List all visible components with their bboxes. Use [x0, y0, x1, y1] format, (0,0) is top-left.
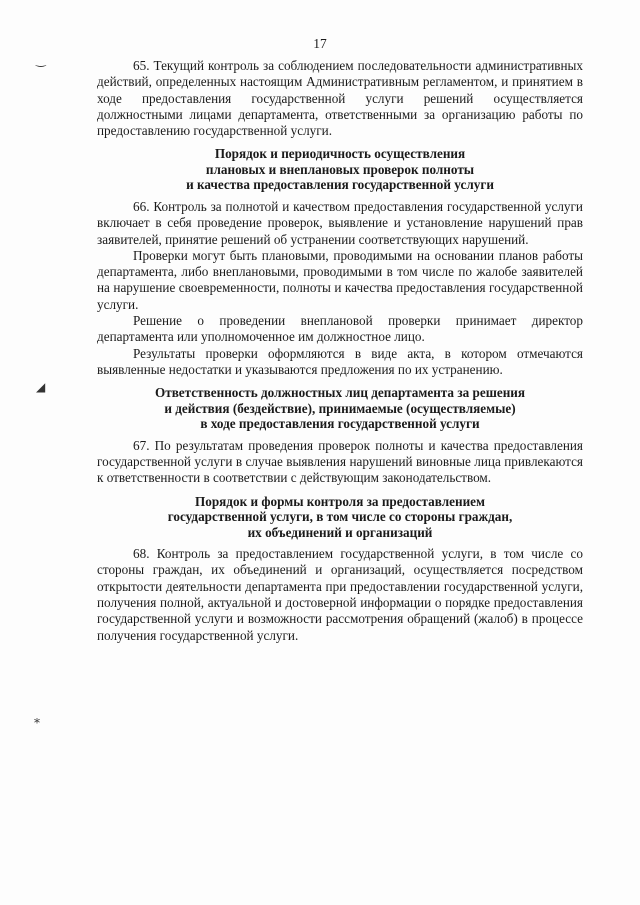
heading-line: и действия (бездействие), принимаемые (осуществляемые) — [164, 400, 516, 416]
heading-line: Ответственность должностных лиц департамента за решения — [154, 385, 526, 401]
heading-line: плановых и внеплановых проверок полноты — [205, 161, 475, 177]
scan-mark: ◢ — [36, 380, 46, 394]
heading-line: Порядок и периодичность осуществления — [214, 146, 466, 162]
heading-line: и качества предоставления государственной услуги — [186, 177, 494, 193]
paragraph-66: 66. Контроль за полнотой и качеством предоставления государственной услуги включает в себя проведение проверок, выявление и установление нарушений прав заявителей, принятие решений об устранении соответствующих нарушений. — [97, 198, 583, 247]
scan-mark: ⁎ — [34, 712, 40, 726]
heading-line: Порядок и формы контроля за предоставлением — [194, 493, 486, 509]
paragraph-66-inspections: Проверки могут быть плановыми, проводимыми на основании планов работы департамента, либо внеплановыми, проводимыми в том числе по жалобе заявителей на нарушение своевременности, полноты и качества предоставления государственной услуги. — [97, 247, 583, 312]
heading-line: государственной услуги, в том числе со стороны граждан, — [167, 509, 513, 525]
document-body — [97, 58, 583, 644]
paragraph-65: 65. Текущий контроль за соблюдением последовательности административных действий, определенных настоящим Административным регламентом, и принятием в ходе предоставления государственной услуги решений осуществляется должностными лицами департамента, ответственными за организацию работы по предоставлению государственной услуги. — [97, 58, 583, 139]
section-heading — [97, 385, 583, 432]
scan-mark: ‿ — [36, 53, 46, 67]
page-number: 17 — [313, 36, 327, 51]
heading-line: в ходе предоставления государственной услуги — [200, 416, 480, 432]
section-heading — [97, 494, 583, 541]
paragraph-68: 68. Контроль за предоставлением государственной услуги, в том числе со стороны граждан, их объединений и организаций, осуществляется посредством открытости деятельности департамента при предоставлении государственной услуги, получения полной, актуальной и достоверной информации о порядке предоставления государственной услуги и возможности рассмотрения обращений (жалоб) в процессе получения государственной услуги. — [97, 546, 583, 643]
paragraph-67: 67. По результатам проведения проверок полноты и качества предоставления государственной услуги в случае выявления нарушений виновные лица привлекаются к ответственности в соответствии с действующим законодательством. — [97, 437, 583, 486]
heading-line: их объединений и организаций — [247, 524, 433, 540]
paragraph-66-decision: Решение о проведении внеплановой проверки принимает директор департамента или уполномоченное им должностное лицо. — [97, 313, 583, 345]
paragraph-66-results: Результаты проверки оформляются в виде акта, в котором отмечаются выявленные недостатки и указываются предложения по их устранению. — [97, 345, 583, 377]
section-heading — [97, 146, 583, 193]
